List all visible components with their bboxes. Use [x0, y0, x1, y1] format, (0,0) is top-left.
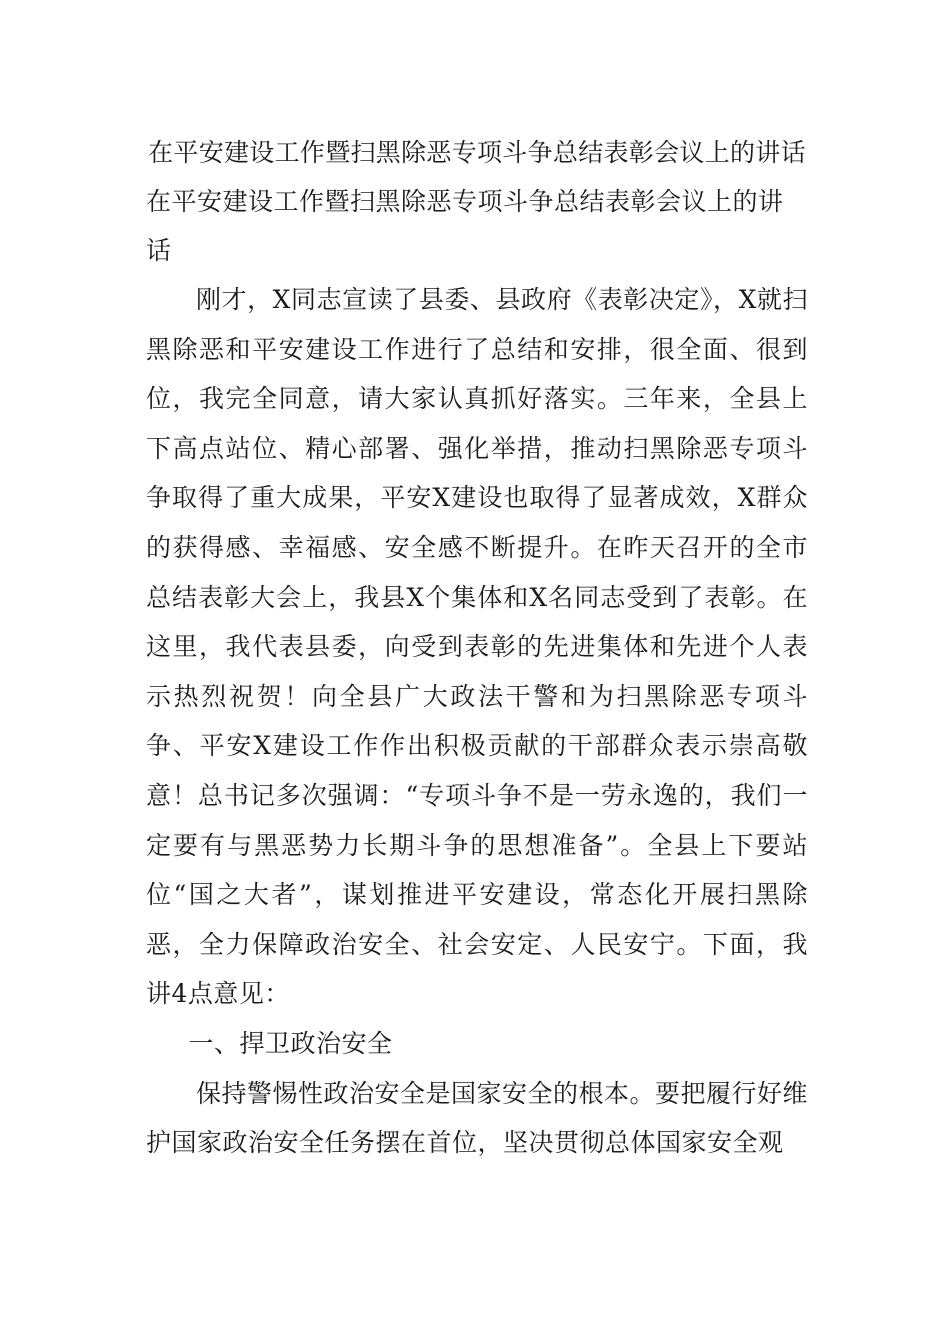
document-body	[146, 128, 808, 1168]
document-subtitle: 在平安建设工作暨扫黑除恶专项斗争总结表彰会议上的讲话	[146, 187, 784, 265]
section-heading: 一、捍卫政治安全	[188, 1028, 393, 1058]
body-paragraph: 刚才，X同志宣读了县委、县政府《表彰决定》，X就扫黑除恶和平安建设工作进行了总结和安排，很全面、很到位，我完全同意，请大家认真抓好落实。三年来，全县上下高点站位、精心部署、强化举措，推动扫黑除恶专项斗争取得了重大成果，平安X建设也取得了显著成效，X群众的获得感、幸福感、安全感不断提升。在昨天召开的全市总结表彰大会上，我县X个集体和X名同志受到了表彰。在这里，我代表县委，向受到表彰的先进集体和先进个人表示热烈祝贺！向全县广大政法干警和为扫黑除恶专项斗争、平安X建设工作作出积极贡献的干部群众表示崇高敬意！总书记多次强调：“专项斗争不是一劳永逸的，我们一定要有与黑恶势力长期斗争的思想准备”。全县上下要站位“国之大者”，谋划推进平安建设，常态化开展扫黑除恶，全力保障政治安全、社会安定、人民安宁。下面，我讲4点意见：	[146, 285, 808, 1009]
document-title: 在平安建设工作暨扫黑除恶专项斗争总结表彰会议上的讲话	[148, 138, 806, 167]
body-paragraph: 保持警惕性政治安全是国家安全的根本。要把履行好维护国家政治安全任务摆在首位，坚决贯彻总体国家安全观	[146, 1078, 809, 1158]
